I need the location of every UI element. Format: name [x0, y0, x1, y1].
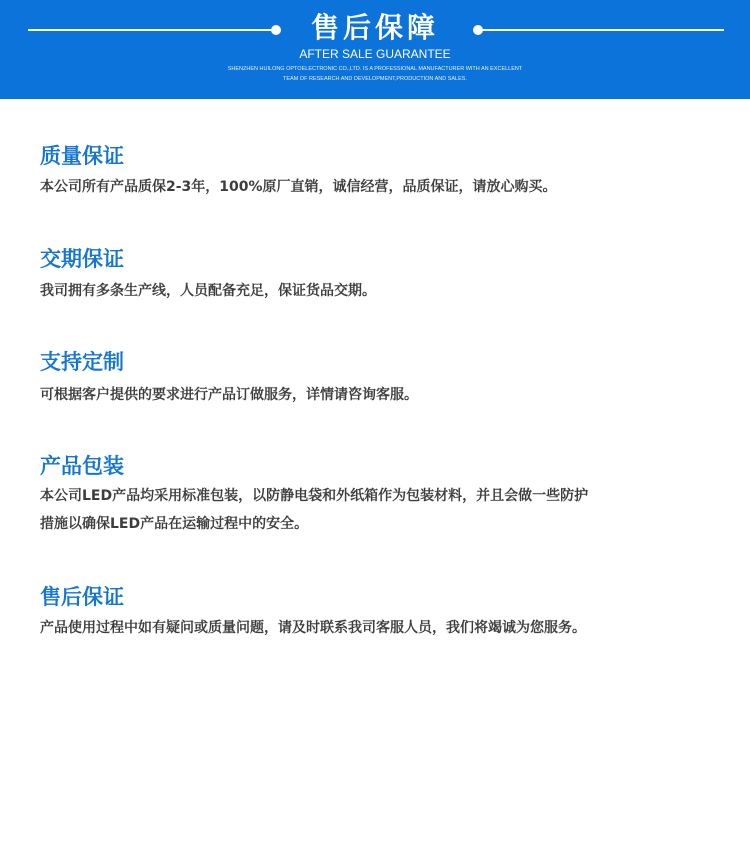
section-title: 交期保证	[40, 247, 124, 271]
section-body: 我司拥有多条生产线，人员配备充足，保证货品交期。	[40, 283, 376, 299]
header-banner	[0, 0, 750, 99]
section-body: 产品使用过程中如有疑问或质量问题，请及时联系我司客服人员，我们将竭诚为您服务。	[40, 620, 586, 636]
section-body: 本公司所有产品质保2-3年，100%原厂直销，诚信经营，品质保证，请放心购买。	[40, 179, 557, 195]
section-quality-guarantee	[40, 142, 700, 201]
section-body-line2: 措施以确保LED产品在运输过程中的安全。	[40, 516, 309, 532]
section-title: 售后保证	[40, 585, 124, 609]
banner-title: 售后保障	[310, 11, 439, 44]
banner-description-line2: TEAM OF RESEARCH AND DEVELOPMENT,PRODUCTION AND SALES.	[283, 76, 467, 82]
section-title: 产品包装	[40, 454, 124, 478]
banner-description-line1: SHENZHEN HUILONG OPTOELECTRONIC CO.,LTD. IS A PROFESSIONAL MANUFACTURER WITH AN EXCELLENT	[227, 66, 523, 72]
section-packaging	[40, 452, 700, 538]
section-title: 支持定制	[40, 350, 124, 374]
section-customization	[40, 348, 700, 409]
section-body-line1: 本公司LED产品均采用标准包装，以防静电袋和外纸箱作为包装材料，并且会做一些防护	[40, 488, 589, 504]
section-delivery-guarantee	[40, 245, 700, 305]
section-after-sale-guarantee	[40, 583, 700, 642]
section-title: 质量保证	[40, 144, 124, 168]
section-body: 可根据客户提供的要求进行产品订做服务，详情请咨询客服。	[40, 387, 418, 403]
banner-subtitle: AFTER SALE GUARANTEE	[299, 47, 451, 61]
